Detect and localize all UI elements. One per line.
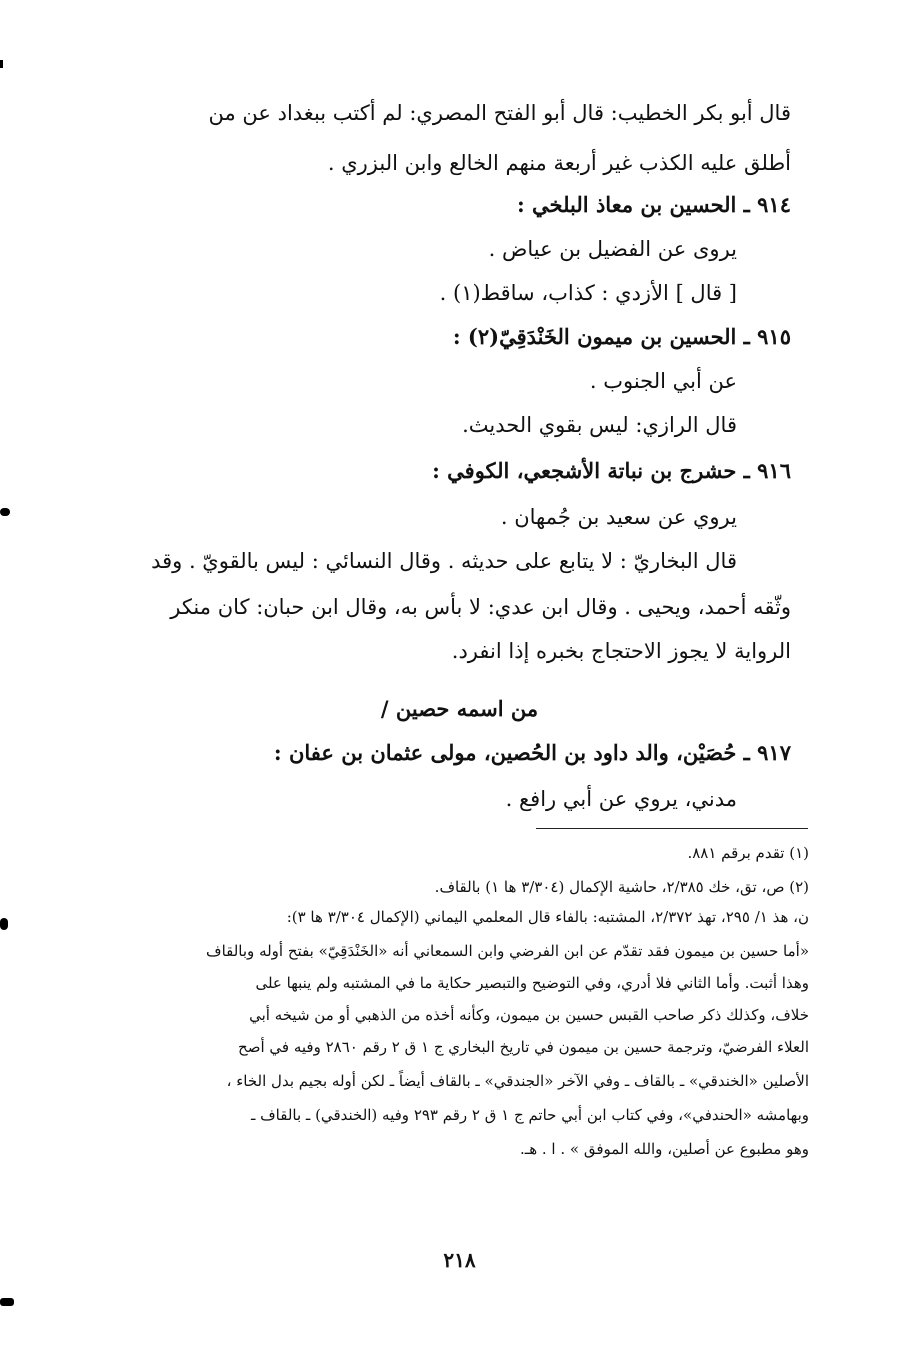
scan-speck [0, 1298, 14, 1306]
footnote-2-line-3: «أما حسين بن ميمون فقد تقدّم عن ابن الفرضي وابن السمعاني أنه «الخَنْدَقِيّ» بفتح أوله وبالقاف [206, 942, 809, 960]
entry-914-line-1: يروى عن الفضيل بن عياض . [488, 237, 737, 261]
scan-speck [0, 918, 8, 930]
entry-914-heading: ٩١٤ ـ الحسين بن معاذ البلخي : [516, 192, 791, 217]
footnote-2-line-8: وبهامشه «الحندفي»، وفي كتاب ابن أبي حاتم ج ١ ق ٢ رقم ٢٩٣ وفيه (الخندقي) ـ بالقاف ـ [250, 1106, 809, 1124]
footnote-2-line-7: الأصلين «الخندقي» ـ بالقاف ـ وفي الآخر «الجندقي» ـ بالقاف أيضاً ـ لكن أوله بجيم بدل الخاء ، [226, 1072, 809, 1090]
entry-917-line-1: مدني، يروي عن أبي رافع . [505, 787, 737, 811]
text-line-1: قال أبو بكر الخطيب: قال أبو الفتح المصري: لم أكتب ببغداد عن من [208, 101, 791, 125]
entry-916-line-2: قال البخاريّ : لا يتابع على حديثه . وقال النسائي : ليس بالقويّ . وقد [151, 549, 737, 573]
footnote-2-line-2: ن، هذ ١/ ٢٩٥، تهذ ٢/٣٧٢، المشتبه: بالفاء قال المعلمي اليماني (الإكمال ٣/٣٠٤ ها ٣): [286, 908, 809, 926]
entry-915-heading: ٩١٥ ـ الحسين بن ميمون الخَنْدَقِيّ(٢) : [452, 324, 791, 349]
text-line-2: أطلق عليه الكذب غير أربعة منهم الخالع وابن البزري . [327, 151, 791, 175]
footnote-2-line-6: العلاء الفرضيّ، وترجمة حسين بن ميمون في تاريخ البخاري ج ١ ق ٢ رقم ٢٨٦٠ وفيه في أصح [238, 1038, 809, 1056]
entry-915-line-1: عن أبي الجنوب . [589, 369, 737, 393]
section-heading: من اسمه حصين / [380, 696, 539, 721]
entry-916-line-3: وثّقه أحمد، ويحيى . وقال ابن عدي: لا بأس به، وقال ابن حبان: كان منكر [170, 595, 791, 619]
footnote-2-line-5: خلاف، وكذلك ذكر صاحب القبس حسين بن ميمون، وكأنه أخذه من الذهبي أو من شيخه أبي [249, 1006, 809, 1024]
scan-speck [0, 60, 3, 68]
footnote-2-line-9: وهو مطبوع عن أصلين، والله الموفق » . ا . هـ. [520, 1140, 809, 1158]
footnote-1: (١) تقدم برقم ٨٨١. [687, 844, 809, 862]
entry-916-line-4: الرواية لا يجوز الاحتجاج بخبره إذا انفرد. [451, 639, 791, 663]
entry-914-line-2: [ قال ] الأزدي : كذاب، ساقط(١) . [439, 281, 737, 305]
footnote-separator [536, 828, 808, 829]
scan-speck [0, 508, 10, 516]
entry-916-heading: ٩١٦ ـ حشرج بن نباتة الأشجعي، الكوفي : [432, 458, 791, 483]
entry-917-heading: ٩١٧ ـ حُصَيْن، والد داود بن الحُصين، مولى عثمان بن عفان : [273, 740, 791, 765]
entry-916-line-1: يروي عن سعيد بن جُمهان . [500, 505, 737, 529]
entry-915-line-2: قال الرازي: ليس بقوي الحديث. [462, 413, 737, 437]
footnote-2: (٢) ص، تق، خك ٢/٣٨٥، حاشية الإكمال (٣/٣٠٤ ها ١) بالقاف. [434, 878, 809, 896]
page-number: ٢١٨ [443, 1248, 476, 1272]
footnote-2-line-4: وهذا أثبت. وأما الثاني فلا أدري، وفي التوضيح والتبصير حكاية ما في المشتبه ولم ينبها على [255, 974, 809, 992]
